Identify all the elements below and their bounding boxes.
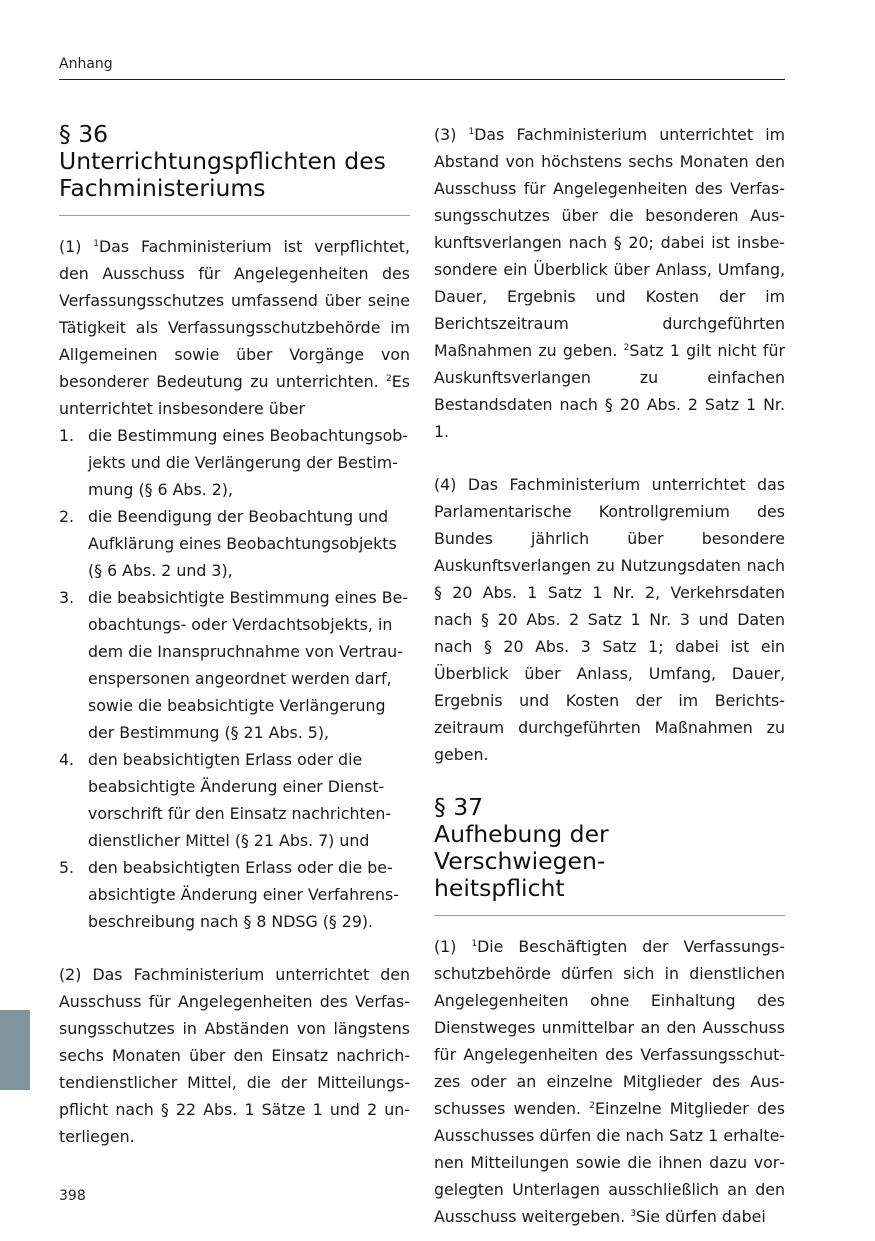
item-list xyxy=(59,422,410,935)
paragraph-36-4: (4) Das Fachministerium unterrichtet das Parlamentarische Kontrollgremium des Bundes jährlich über besondere Auskunftsverlangen zu Nutzungsdaten nach § 20 Abs. 1 Satz 1 Nr. 2, Verkehrsdaten nach § 20 Abs. 2 Satz 1 Nr. 3 und Daten nach § 20 Abs. 3 Satz 1; dabei ist ein Überblick über Anlass, Umfang, Dauer, Ergebnis und Kosten der im Berichtszeitraum durchgeführten Maßnahmen zu geben. xyxy=(434,475,785,764)
section-37-number: § 37 xyxy=(434,793,484,821)
section-36-title-line-1: Unterrichtungspflichten des xyxy=(59,147,386,175)
section-37-title-line-2: heitspflicht xyxy=(434,874,565,902)
list-item: 5. den beabsichtigten Erlass oder die beabsichtigte Änderung einer Verfahrensbeschreibung nach § 8 NDSG (§ 29). xyxy=(59,858,399,931)
list-item: 4. den beabsichtigten Erlass oder die beabsichtigte Änderung einer Dienstvorschrift für den Einsatz nachrichtendienstlicher Mittel (§ 21 Abs. 7) und xyxy=(59,750,392,850)
section-36-number: § 36 xyxy=(59,120,109,148)
section-37-title-line-1: Aufhebung der Verschwiegen- xyxy=(434,820,609,875)
paragraph-36-2: (2) Das Fachministerium unterrichtet den Ausschuss für Angelegenheiten des Verfassungsschutzes in Abständen von längstens sechs Monaten über den Einsatz nachrichtendienstlicher Mittel, die der Mitteilungspflicht nach § 22 Abs. 1 Sätze 1 und 2 unterliegen. xyxy=(59,965,410,1146)
paragraph-36-3: (3) $^1$Das Fachministerium unterrichtet im Abstand von höchstens sechs Monaten den Ausschuss für Angelegenheiten des Verfassungsschutzes über die besonderen Auskunftsverlangen nach § 20; dabei ist insbesondere ein Überblick über Anlass, Umfang, Dauer, Ergebnis und Kosten der im Berichtszeitraum durchgeführten Maßnahmen zu geben. $^2$Satz 1 gilt nicht für Auskunftsverlangen zu einfachen Bestandsdaten nach § 20 Abs. 2 Satz 1 Nr. 1. xyxy=(434,125,786,441)
list-item: 3. die beabsichtigte Bestimmung eines Beobachtungs- oder Verdachtsobjekts, in dem die Inanspruchnahme von Vertrauenspersonen angeordnet werden darf, sowie die beabsichtigte Verlängerung der Bestimmung (§ 21 Abs. 5), xyxy=(59,588,409,742)
list-item: 1. die Bestimmung eines Beobachtungsobjekts und die Verlängerung der Bestimmung (§ 6 Abs. 2), xyxy=(59,426,408,499)
left-column xyxy=(59,121,410,1150)
paragraph-37-1: (1) $^1$Die Beschäftigten der Verfassungsschutzbehörde dürfen sich in dienstlichen Angelegenheiten ohne Einhaltung des Dienstweges unmittelbar an den Ausschuss für Angelegenheiten des Verfassungsschutzes oder an einzelne Mitglieder des Ausschusses wenden. $^2$Einzelne Mitglieder des Ausschusses dürfen die nach Satz 1 erhaltenen Mitteilungen sowie die ihnen dazu vorgelegten Unterlagen ausschließlich an den Ausschuss weitergeben. $^3$Sie dürfen dabei xyxy=(434,937,785,1226)
right-column xyxy=(434,121,785,1230)
page-number: 398 xyxy=(59,1188,86,1204)
running-header: Anhang xyxy=(59,56,113,72)
section-36-title-line-2: Fachministeriums xyxy=(59,174,266,202)
header-rule xyxy=(59,79,785,80)
paragraph-36-1: (1) $^1$Das Fachministerium ist verpflichtet, den Ausschuss für Angelegenheiten des Verfassungsschutzes umfassend über seine Tätigkeit als Verfassungsschutzbehörde im Allgemeinen sowie über Vorgänge von besonderer Bedeutung zu unterrichten. $^2$Es unterrichtet insbesondere über xyxy=(59,237,410,418)
chapter-side-tab xyxy=(0,1010,30,1090)
list-item: 2. die Beendigung der Beobachtung und Aufklärung eines Beobachtungsobjekts (§ 6 Abs. 2 und 3), xyxy=(59,507,397,580)
